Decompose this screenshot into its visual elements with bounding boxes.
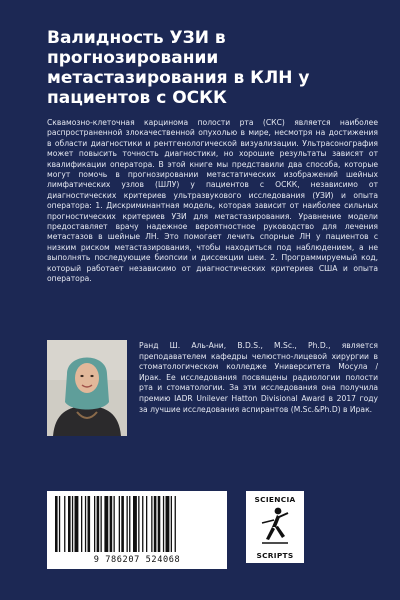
barcode-bars [53,496,221,554]
book-title: Валидность УЗИ в прогнозировании метастазирования в КЛН у пациентов с ОСКК [47,28,310,108]
book-abstract: Сквамозно-клеточная карцинома полости рта (СКС) является наиболее распространенной злокачественной опухолью в мире, несмотря на достижения в области диагностики и рентгенологической визуализации. Ультрасонография может повысить точность диагностики, но хорошие результаты зависят от квалификации оператора. В этой книге мы представили два способа, которые могут помочь в прогнозировании метастатических изображений шейных лимфатических узлов (ШЛУ) у пациентов с ОСКК, независимо от диагностических критериев ультразвукового исследования (УЗИ) и опыта оператора: 1. Дискриминантная модель, которая зависит от наиболее сильных прогностических критериев УЗИ для метастазирования. Уравнение модели предоставляет врачу надежное вероятностное руководство для лечения метастазов в шейные ЛН. Это помогает лечить спорные ЛН у пациентов с низким риском метастазирования, чтобы находиться под наблюдением, а не выполнять последующие биопсии и диссекции шеи. 2. Программируемый код, который работает независимо от диагностических критериев США и опыта оператора. [47,118,378,284]
barcode-bar [129,496,130,552]
barcode-bar [75,496,79,552]
barcode-bar [72,496,73,552]
publisher-name-bottom: SCRIPTS [256,551,294,560]
barcode-bar [55,496,58,552]
barcode-bar [101,496,102,552]
barcode-bar [151,496,152,552]
barcode-bar [127,496,128,552]
publisher-name-top: SCIENCIA [254,495,296,504]
barcode-bar [133,496,137,552]
barcode-bar [85,496,86,552]
isbn-number: 9 786207 524068 [93,555,181,565]
barcode-bar [146,496,147,552]
barcode-bar [163,496,164,552]
barcode-bar [97,496,100,552]
barcode-bar [94,496,95,552]
barcode-bar [158,496,161,552]
barcode-bar [64,496,65,552]
barcode-bar [104,496,108,552]
barcode-bar [81,496,82,552]
barcode-bar [138,496,139,552]
barcode-bar [154,496,157,552]
barcode-bar [59,496,60,552]
isbn-barcode [47,491,227,569]
barcode-bar [114,496,115,552]
author-bio: Ранд Ш. Аль-Ани, B.D.S., M.Sc., Ph.D., является преподавателем кафедры челюстно-лицевой хирургии в стоматологическом колледже Университета Мосула / Ирак. Ее исследования посвящены радиологии полости рта и стоматологии. За эти исследования она получила премию IADR Unilever Hatton Divisional Award в 2017 году за лучшие исследования аспирантов (M.Sc.&Ph.D) в Ирак. [139,341,378,414]
barcode-bar [68,496,71,552]
barcode-bar [110,496,113,552]
barcode-bar [88,496,91,552]
barcode-bar [121,496,124,552]
barcode-bar [171,496,172,552]
barcode-bar [142,496,143,552]
publisher-logo [246,491,304,563]
barcode-bar [175,496,176,552]
barcode-bar [166,496,170,552]
fencer-figure-icon [258,505,292,549]
author-photo [47,340,127,436]
barcode-bar [119,496,120,552]
